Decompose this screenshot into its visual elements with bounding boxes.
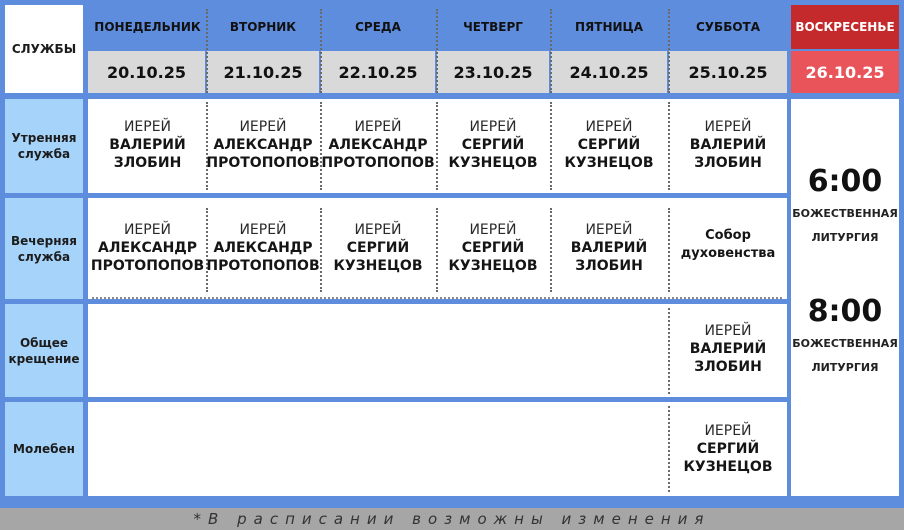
sunday-service-line: БОЖЕСТВЕННАЯ [792, 207, 898, 220]
date-text: 25.10.25 [688, 62, 768, 82]
day-name: ВОСКРЕСЕНЬЕ [795, 20, 895, 34]
cell-name: СЕРГИЙ [461, 137, 525, 153]
cell-morning-monday [90, 118, 205, 172]
cell-rank: ИЕРЕЙ [123, 119, 172, 135]
cell-name: ПРОТОПОПОВ [90, 258, 205, 274]
date-wednesday [321, 51, 435, 93]
cell-name: духовенства [680, 246, 776, 261]
cell-rank: ИЕРЕЙ [585, 222, 633, 238]
date-saturday [669, 51, 787, 93]
cell-name: СЕРГИЙ [346, 240, 410, 256]
cell-name: ЗЛОБИН [694, 359, 762, 375]
cell-name: ВАЛЕРИЙ [689, 341, 767, 357]
sunday-service-line: ЛИТУРГИЯ [811, 361, 879, 374]
cell-name: ЗЛОБИН [575, 258, 643, 274]
cell-name: АЛЕКСАНДР [213, 240, 313, 256]
cell-rank: ИЕРЕЙ [585, 119, 633, 135]
cell-rank: ИЕРЕЙ [123, 222, 172, 238]
cell-name: ПРОТОПОПОВ [206, 258, 320, 274]
cell-rank: ИЕРЕЙ [469, 119, 517, 135]
day-header-saturday [669, 5, 787, 49]
cell-morning-friday [551, 118, 667, 172]
cell-name: ВАЛЕРИЙ [570, 240, 648, 256]
row-label-line: Вечерняя [11, 233, 77, 248]
cell-rank: ИЕРЕЙ [239, 222, 287, 238]
cell-name: КУЗНЕЦОВ [448, 155, 538, 171]
cell-name: ПРОТОПОПОВ [321, 155, 435, 171]
sunday-column [791, 99, 899, 496]
cell-name: АЛЕКСАНДР [213, 137, 313, 153]
cell-name: КУЗНЕЦОВ [448, 258, 538, 274]
row-label-line: крещение [8, 351, 80, 366]
row-label-line: Общее [19, 335, 69, 350]
cell-name: АЛЕКСАНДР [97, 240, 198, 256]
row-label-line: служба [17, 249, 71, 264]
footer-note-bar [0, 508, 904, 530]
date-text: 26.10.25 [805, 62, 885, 82]
cell-evening-tuesday [207, 221, 319, 275]
day-header-monday [90, 5, 205, 49]
cell-name: СЕРГИЙ [461, 240, 525, 256]
header-divider [206, 9, 208, 93]
services-header [5, 5, 83, 93]
cell-moleben-saturday [669, 422, 787, 476]
day-header-tuesday [207, 5, 319, 49]
header-divider [550, 9, 552, 93]
row-divider [92, 297, 782, 299]
cell-name: ВАЛЕРИЙ [689, 137, 767, 153]
row-label-evening [5, 198, 83, 299]
cell-rank: ИЕРЕЙ [354, 222, 402, 238]
sunday-service-line: БОЖЕСТВЕННАЯ [792, 337, 898, 350]
footer-note: *В расписании возможны изменения [193, 510, 711, 528]
date-text: 20.10.25 [107, 62, 186, 82]
cell-morning-thursday [437, 118, 549, 172]
date-sunday [791, 51, 899, 93]
cell-rank: ИЕРЕЙ [704, 423, 752, 439]
date-tuesday [207, 51, 319, 93]
cell-name: КУЗНЕЦОВ [333, 258, 423, 274]
day-name: ПЯТНИЦА [575, 20, 643, 34]
cell-evening-wednesday [321, 221, 435, 275]
date-thursday [437, 51, 549, 93]
cell-morning-wednesday [321, 118, 435, 172]
day-name: СУББОТА [695, 20, 761, 34]
sunday-service-line: ЛИТУРГИЯ [811, 231, 879, 244]
row-label-line: Утренняя [11, 131, 77, 145]
cell-morning-saturday [669, 118, 787, 172]
date-text: 21.10.25 [223, 62, 303, 82]
cell-morning-tuesday [207, 118, 319, 172]
day-name: СРЕДА [355, 20, 401, 34]
row-label-line: служба [17, 147, 71, 161]
sunday-time: 8:00 [807, 294, 883, 329]
cell-rank: ИЕРЕЙ [469, 222, 517, 238]
cell-name: КУЗНЕЦОВ [683, 459, 773, 475]
cell-evening-thursday [437, 221, 549, 275]
cell-rank: ИЕРЕЙ [704, 119, 752, 135]
cell-name: КУЗНЕЦОВ [564, 155, 654, 171]
header-divider [668, 9, 670, 93]
cell-name: ВАЛЕРИЙ [109, 137, 186, 153]
row-label-moleben [5, 402, 83, 496]
cell-name: ЗЛОБИН [694, 155, 762, 171]
day-header-friday [551, 5, 667, 49]
date-text: 22.10.25 [338, 62, 418, 82]
day-header-thursday [437, 5, 549, 49]
cell-rank: ИЕРЕЙ [239, 119, 287, 135]
cell-name: СЕРГИЙ [577, 137, 641, 153]
day-name: ПОНЕДЕЛЬНИК [94, 20, 201, 34]
cell-name: СЕРГИЙ [696, 441, 760, 457]
cell-name: Собор [705, 228, 751, 243]
row-label-morning [5, 99, 83, 193]
date-monday [88, 51, 205, 93]
date-text: 23.10.25 [453, 62, 533, 82]
cell-baptism-saturday [669, 322, 787, 376]
row-label-line: Молебен [13, 442, 75, 456]
date-text: 24.10.25 [569, 62, 649, 82]
cell-rank: ИЕРЕЙ [704, 323, 752, 339]
row-label-baptism [5, 304, 83, 397]
day-name: ЧЕТВЕРГ [463, 20, 523, 34]
day-header-sunday [791, 5, 899, 49]
sunday-time: 6:00 [807, 164, 883, 199]
header-divider [436, 9, 438, 93]
date-friday [551, 51, 667, 93]
cell-rank: ИЕРЕЙ [354, 119, 402, 135]
cell-evening-saturday [669, 227, 787, 263]
services-header-label: СЛУЖБЫ [11, 42, 77, 56]
cell-name: ПРОТОПОПОВ [206, 155, 320, 171]
day-name: ВТОРНИК [229, 20, 297, 34]
day-header-wednesday [321, 5, 435, 49]
header-divider [320, 9, 322, 93]
cell-evening-monday [90, 221, 205, 275]
cell-name: ЗЛОБИН [113, 155, 182, 171]
cell-evening-friday [551, 221, 667, 275]
cell-name: АЛЕКСАНДР [328, 137, 428, 153]
